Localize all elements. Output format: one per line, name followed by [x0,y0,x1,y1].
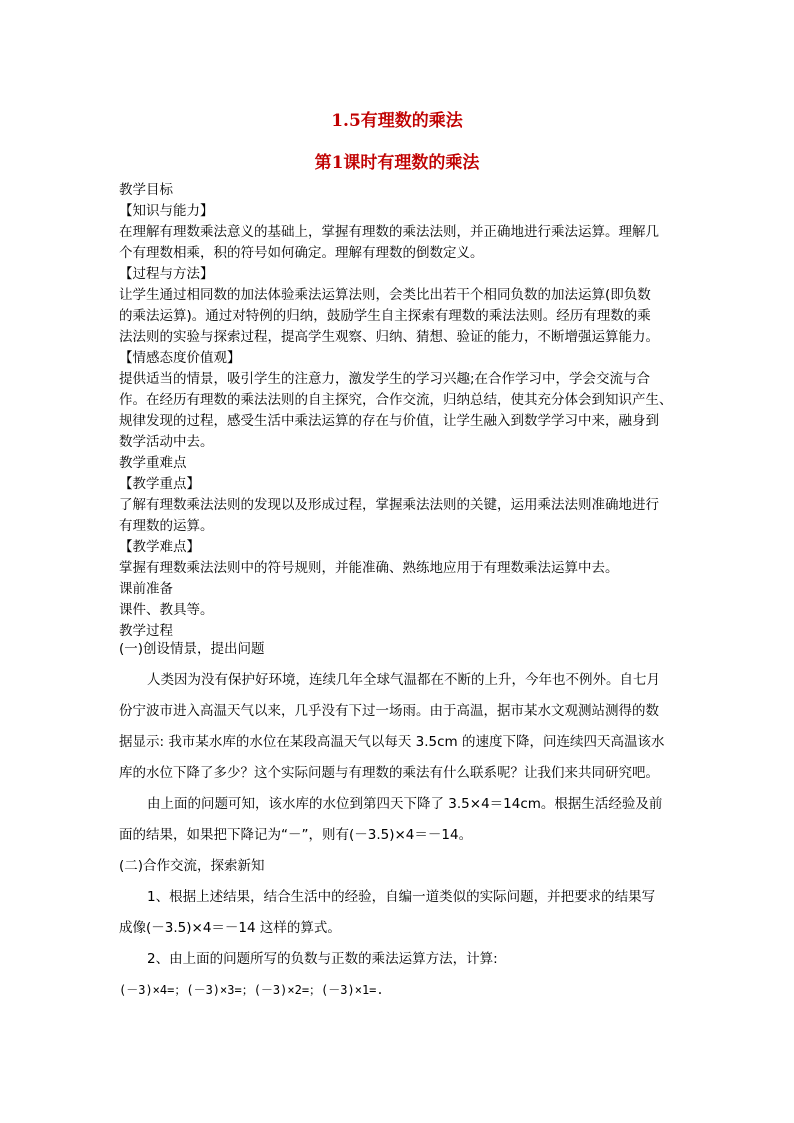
emotion-line: 提供适当的情景，吸引学生的注意力，激发学生的学习兴趣;在合作学习中，学会交流与合 [119,371,651,387]
lesson-plan-process [119,634,679,1006]
part2-item2: 2、由上面的问题所写的负数与正数的乘法运算方法，计算: [147,951,498,967]
process-line: 让学生通过相同数的加法体验乘法运算法则，会类比出若干个相同负数的加法运算(即负数 [119,287,651,303]
part1-paragraph2-line: 面的结果，如果把下降记为“－”，则有(－3.5)×4＝－14。 [119,827,473,843]
emotion-heading: 【情感态度价值观】 [119,350,241,366]
objectives-heading: 教学目标 [119,182,173,198]
teaching-process-heading: 教学过程 [119,623,173,639]
emotion-line: 规律发现的过程，感受生活中乘法运算的存在与价值，让学生融入到数学学习中来，融身到 [119,413,659,429]
page-title: 1.5有理数的乘法 [331,111,463,131]
emotion-line: 数学活动中去。 [119,434,214,450]
preparation-heading: 课前准备 [119,581,173,597]
focus-line: 有理数的运算。 [119,518,214,534]
focus-heading: 【教学重点】 [119,476,200,492]
difficulty-heading: 【教学难点】 [119,539,200,555]
part1-paragraph-line: 人类因为没有保护好环境，连续几年全球气温都在不断的上升，今年也不例外。自七月 [147,672,660,688]
key-points-heading: 教学重难点 [119,455,187,471]
lesson-plan-upper [119,180,679,642]
part2-formula: (－3)×4=；(－3)×3=；(－3)×2=；(－3)×1=. [119,983,384,997]
page-subtitle: 第1课时有理数的乘法 [314,153,480,173]
part1-paragraph-line: 库的水位下降了多少？这个实际问题与有理数的乘法有什么联系呢？让我们来共同研究吧。 [119,765,659,781]
knowledge-heading: 【知识与能力】 [119,203,214,219]
part2-item1-line: 1、根据上述结果，结合生活中的经验，自编一道类似的实际问题，并把要求的结果写 [147,889,656,905]
knowledge-line: 在理解有理数乘法意义的基础上，掌握有理数的乘法法则，并正确地进行乘法运算。理解几 [119,224,659,240]
part1-heading: (一)创设情景，提出问题 [119,641,265,657]
difficulty-line: 掌握有理数乘法法则中的符号规则，并能准确、熟练地应用于有理数乘法运算中去。 [119,560,619,576]
knowledge-line: 个有理数相乘，积的符号如何确定。理解有理数的倒数定义。 [119,245,484,261]
focus-line: 了解有理数乘法法则的发现以及形成过程，掌握乘法法则的关键，运用乘法法则准确地进行 [119,497,659,513]
process-heading: 【过程与方法】 [119,266,214,282]
process-line: 法法则的实验与探索过程，提高学生观察、归纳、猜想、验证的能力，不断增强运算能力。 [119,329,659,345]
part1-paragraph-line: 份宁波市进入高温天气以来，几乎没有下过一场雨。由于高温，据市某水文观测站测得的数 [119,703,659,719]
emotion-line: 作。在经历有理数的乘法法则的自主探究，合作交流，归纳总结，使其充分体会到知识产生、 [119,392,673,408]
part1-paragraph-line: 据显示: 我市某水库的水位在某段高温天气以每天 3.5cm 的速度下降，问连续四天高温该水 [119,734,665,750]
process-line: 的乘法运算)。通过对特例的归纳，鼓励学生自主探索有理数的乘法法则。经历有理数的乘 [119,308,651,324]
part2-item1-line: 成像(－3.5)×4＝－14 这样的算式。 [119,920,341,936]
part2-heading: (二)合作交流，探索新知 [119,858,265,874]
preparation-text: 课件、教具等。 [119,602,214,618]
part1-paragraph2-line: 由上面的问题可知，该水库的水位到第四天下降了 3.5×4＝14cm。根据生活经验及前 [147,796,663,812]
